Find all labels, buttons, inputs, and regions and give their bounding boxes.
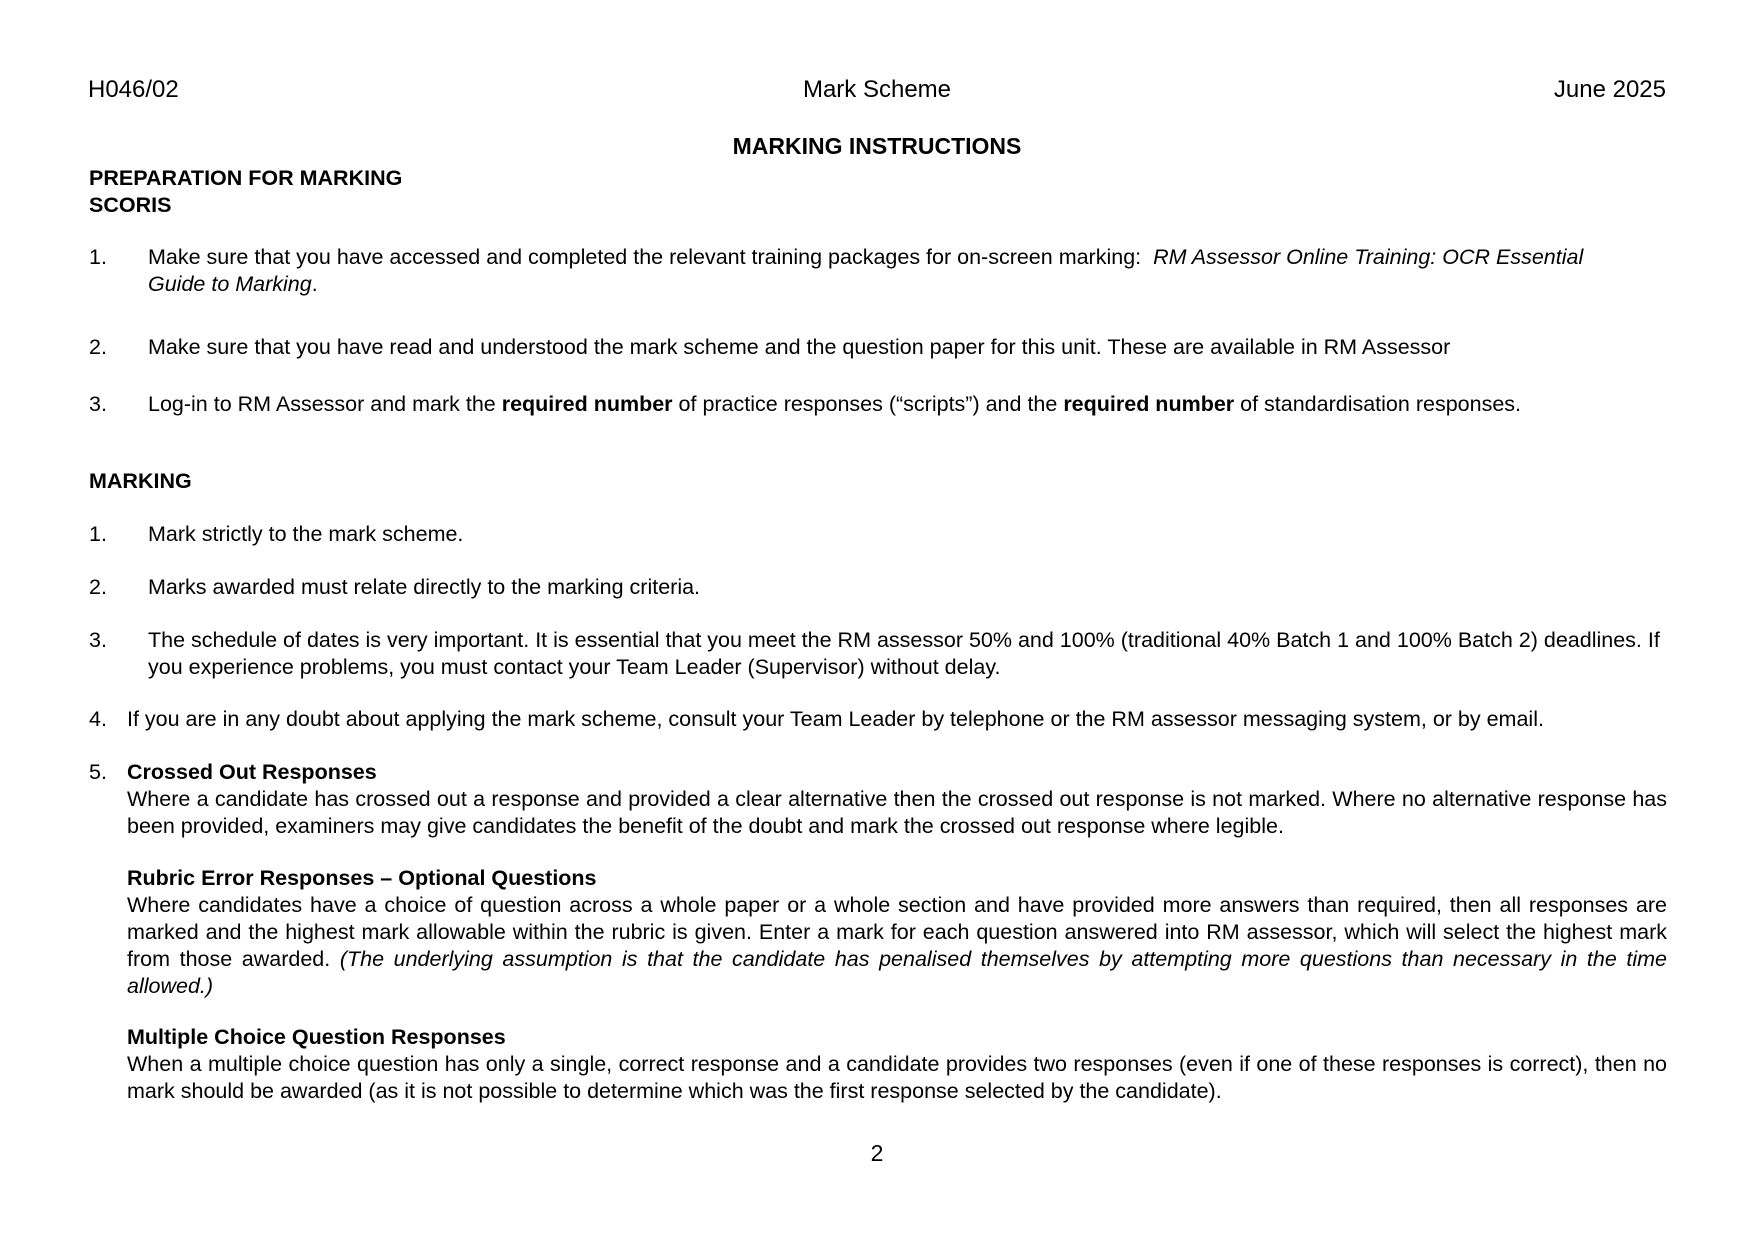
training-title: RM Assessor Online Training: OCR Essential Guide to Marking bbox=[148, 245, 1584, 296]
list-number: 5. bbox=[89, 760, 107, 784]
preparation-heading: PREPARATION FOR MARKING bbox=[89, 166, 403, 190]
list-number: 1. bbox=[89, 522, 107, 546]
list-item bbox=[148, 244, 1618, 298]
list-item bbox=[148, 391, 1668, 418]
list-item: Marks awarded must relate directly to the marking criteria. bbox=[148, 575, 701, 599]
list-number: 3. bbox=[89, 628, 107, 652]
list-number: 3. bbox=[89, 392, 107, 416]
list-item-end: . bbox=[311, 272, 318, 296]
page-title: MARKING INSTRUCTIONS bbox=[732, 133, 1022, 159]
page-number: 2 bbox=[870, 1140, 884, 1166]
list-number: 1. bbox=[89, 245, 107, 269]
emphasis-text: required number bbox=[501, 392, 673, 416]
section-heading: Multiple Choice Question Responses bbox=[127, 1025, 506, 1049]
list-item: If you are in any doubt about applying the mark scheme, consult your Team Leader by telephone or the RM assessor messaging system, or by email. bbox=[127, 707, 1544, 731]
section-heading: Rubric Error Responses – Optional Questions bbox=[127, 866, 597, 890]
emphasis-text: required number bbox=[1063, 392, 1235, 416]
document-date: June 2025 bbox=[1553, 76, 1666, 103]
list-item-text: Make sure that you have accessed and completed the relevant training packages for on-screen marking: bbox=[148, 245, 1142, 269]
section-heading: Crossed Out Responses bbox=[127, 760, 377, 784]
section-text-body: Where candidates have a choice of question across a whole paper or a whole section and have provided more answers than required, then all responses are marked and the highest mark allowable within the rubric is given. Enter a mark for each question answered into RM assessor, which will select the highest mark from those awarded. bbox=[127, 893, 1667, 971]
list-item: Mark strictly to the mark scheme. bbox=[148, 522, 464, 546]
list-number: 2. bbox=[89, 335, 107, 359]
marking-heading: MARKING bbox=[89, 469, 192, 493]
list-item: Make sure that you have read and understood the mark scheme and the question paper for this unit. These are available in RM Assessor bbox=[148, 335, 1451, 359]
list-item-text: Log-in to RM Assessor and mark the bbox=[148, 392, 502, 416]
section-text: Where a candidate has crossed out a response and provided a clear alternative then the crossed out response is not marked. Where no alternative response has been provided, examiners may give candidates the benefit of the doubt and mark the crossed out response where legible. bbox=[127, 787, 1667, 838]
list-item: The schedule of dates is very important. It is essential that you meet the RM assessor 50% and 100% (traditional 40% Batch 1 and 100% Batch 2) deadlines. If you experience problems, you must contact your Team Leader (Supervisor) without delay. bbox=[148, 628, 1660, 679]
section-text bbox=[127, 892, 1667, 1000]
list-number: 4. bbox=[89, 707, 107, 731]
list-item-text: of practice responses (“scripts”) and the bbox=[672, 392, 1064, 416]
section-text-note: (The underlying assumption is that the candidate has penalised themselves by attempting more questions than necessary in the time allowed.) bbox=[127, 947, 1667, 998]
list-item-text: of standardisation responses. bbox=[1234, 392, 1521, 416]
preparation-subheading: SCORIS bbox=[89, 193, 172, 217]
document-code: H046/02 bbox=[88, 76, 179, 103]
list-number: 2. bbox=[89, 575, 107, 599]
document-title: Mark Scheme bbox=[802, 76, 952, 103]
section-text: When a multiple choice question has only a single, correct response and a candidate provides two responses (even if one of these responses is correct), then no mark should be awarded (as it is not possible to determine which was the first response selected by the candidate). bbox=[127, 1052, 1667, 1103]
